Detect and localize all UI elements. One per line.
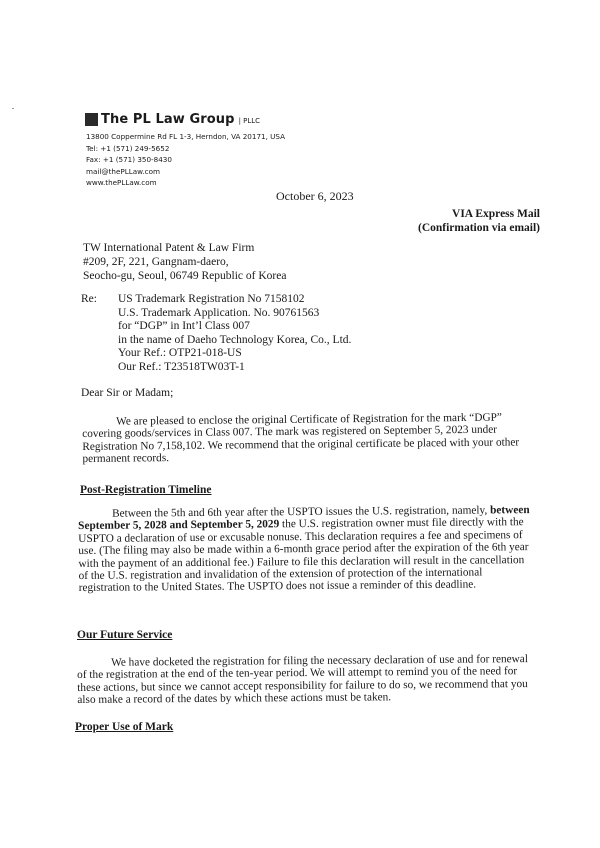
letterhead-contact bbox=[86, 131, 285, 189]
firm-email: mail@thePLLaw.com bbox=[86, 166, 160, 176]
firm-website: www.thePLLaw.com bbox=[86, 178, 157, 188]
paragraph-text: We are pleased to enclose the original Certificate of Registration for the mark “DGP” covering goods/services in Class 007. The mark was registered on September 5, 2023 under Registration No 7,158,102. We recommend that the original certificate be placed with your other permanent records. bbox=[82, 411, 520, 466]
re-line: U.S. Trademark Application. No. 90761563 bbox=[118, 306, 320, 319]
firm-address: 13800 Coppermine Rd FL 1-3, Herndon, VA 20171, USA bbox=[86, 132, 286, 141]
paragraph-text: the U.S. registration owner must file directly with the USPTO a declaration of use or excusable nonuse. This declaration requires a fee and specimens of use. (The filing may also be made within a 6-month grace period after the expiration of the 6th year with the payment of an additional fee.) Failure to file this declaration will result in the cancellation of the U.S. registration and invalidation of the extension of protection of the international registration to the United States. The USPTO does not issue a reminder of this deadline. bbox=[78, 516, 529, 595]
letter-date: October 6, 2023 bbox=[276, 189, 354, 203]
paragraph-text: We have docketed the registration for filing the necessary declaration of use and for renewal of the registration at the end of the ten-year period. We will attempt to remind you of the need for these actions, but since we cannot accept responsibility for failure to do so, we recommend that you also make a record of the dates by which these actions must be taken. bbox=[77, 653, 528, 707]
paragraph-text: Between the 5th and 6th year after the USPTO issues the U.S. registration, namely, bbox=[111, 504, 488, 520]
re-block bbox=[118, 293, 351, 374]
heading-future-service: Our Future Service bbox=[77, 629, 173, 641]
recipient-line: TW International Patent & Law Firm bbox=[83, 242, 255, 254]
recipient-address bbox=[83, 241, 286, 283]
re-line: in the name of Daeho Technology Korea, Co., Ltd. bbox=[118, 333, 352, 346]
firm-suffix: | PLLC bbox=[238, 117, 261, 125]
paragraph-timeline bbox=[78, 504, 535, 595]
letterhead-logo bbox=[85, 112, 260, 127]
re-line: Our Ref.: T23518TW03T-1 bbox=[118, 360, 245, 373]
recipient-line: Seocho-gu, Seoul, 06749 Republic of Korea bbox=[83, 270, 287, 282]
delivery-confirmation: (Confirmation via email) bbox=[417, 222, 540, 234]
delivery-method bbox=[418, 207, 540, 235]
re-line: for “DGP” in Int’l Class 007 bbox=[118, 320, 250, 332]
deadline-range: between September 5, 2028 and September 5, 2029 bbox=[78, 504, 530, 533]
scan-speck bbox=[12, 108, 14, 109]
paragraph-future-service bbox=[77, 653, 535, 707]
re-line: Your Ref.: OTP21-018-US bbox=[118, 347, 242, 359]
re-line: US Trademark Registration No 7158102 bbox=[118, 293, 305, 305]
firm-fax: Fax: +1 (571) 350-8430 bbox=[86, 155, 172, 165]
recipient-line: #209, 2F, 221, Gangnam-daero, bbox=[83, 256, 229, 268]
delivery-method-line: VIA Express Mail bbox=[452, 208, 540, 220]
salutation: Dear Sir or Madam; bbox=[81, 387, 174, 399]
re-label: Re: bbox=[81, 293, 97, 305]
firm-name: The PL Law Group bbox=[101, 112, 235, 127]
logo-square-icon bbox=[85, 113, 98, 126]
heading-proper-use: Proper Use of Mark bbox=[75, 721, 174, 733]
heading-post-registration: Post-Registration Timeline bbox=[80, 484, 212, 496]
firm-tel: Tel: +1 (571) 249-5652 bbox=[86, 143, 170, 153]
paragraph-enclosure bbox=[82, 411, 532, 465]
